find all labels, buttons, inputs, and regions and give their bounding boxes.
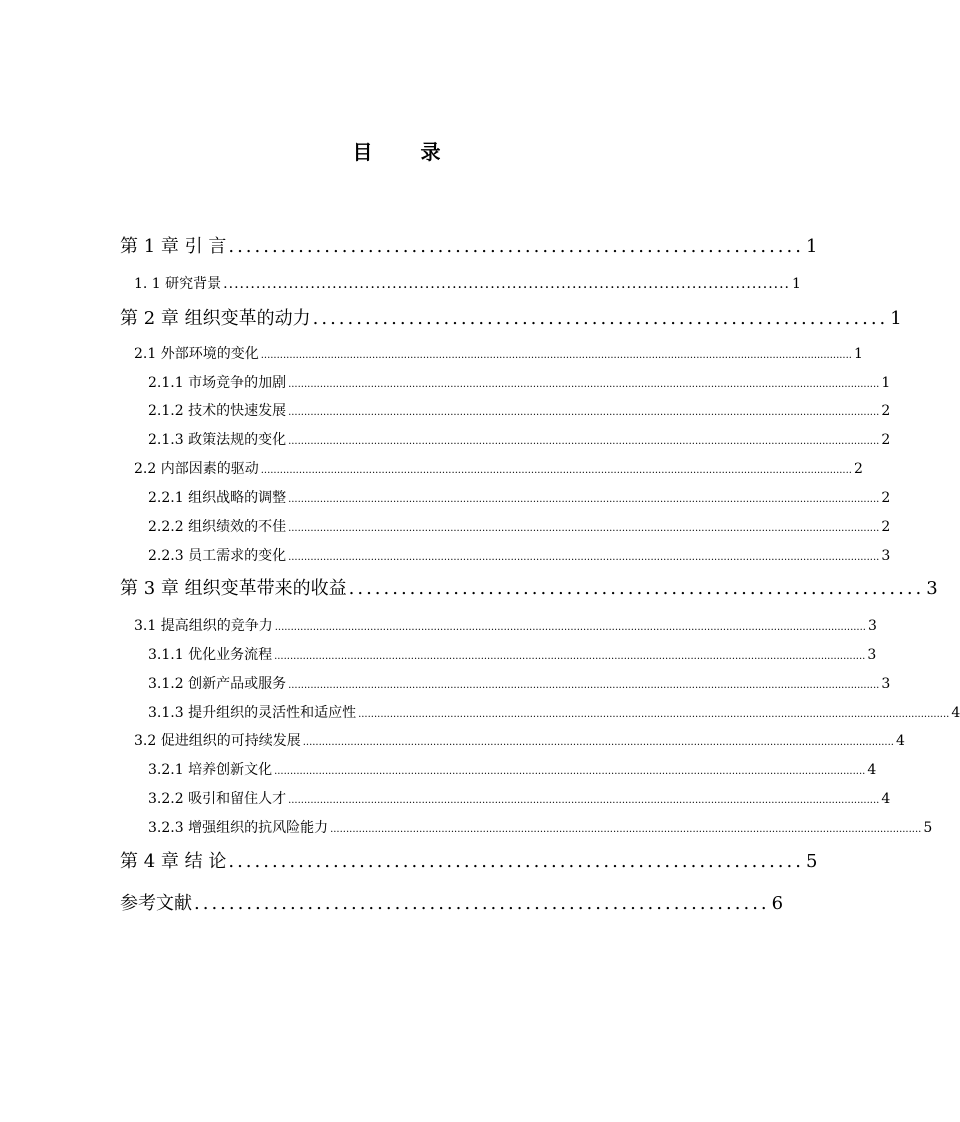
toc-entry-subsection-3-1-2[interactable] [148, 673, 891, 693]
toc-entry-label: 3.2.1 培养创新文化 [148, 762, 273, 778]
toc-page-number: 1 [792, 276, 801, 292]
toc-entry-label: 2.1.1 市场竞争的加剧 [148, 375, 287, 391]
toc-dot-leader: .................................................................. [228, 236, 804, 257]
toc-entry-section-2-2[interactable] [134, 458, 863, 478]
toc-entry-label: 第 1 章 引 言 [120, 236, 227, 257]
toc-page-number: 2 [881, 432, 891, 448]
toc-dot-leader: .......................................................................................................................................................................................... [274, 651, 866, 662]
toc-page-number: 3 [881, 676, 891, 692]
toc-page-number: 2 [881, 403, 891, 419]
toc-dot-leader: .................................................................. [194, 893, 770, 914]
toc-page-number: 4 [867, 762, 877, 778]
toc-dot-leader: .......................................................................................................................................................................................... [288, 436, 880, 447]
toc-entry-label: 2.2.2 组织绩效的不佳 [148, 519, 287, 535]
toc-entry-label: 3.1.2 创新产品或服务 [148, 676, 287, 692]
toc-dot-leader: .......................................................................................................................................................................................... [288, 680, 880, 691]
toc-dot-leader: .......................................................................................................................................................................................... [302, 737, 894, 748]
toc-dot-leader: .................................................................. [312, 308, 889, 329]
toc-entry-label: 2.2 内部因素的驱动 [134, 461, 259, 477]
toc-page-number: 4 [951, 705, 960, 721]
toc-entry-chapter-1[interactable] [120, 232, 818, 258]
toc-page-number: 1 [890, 308, 902, 329]
toc-page-number: 3 [926, 578, 938, 599]
toc-entry-label: 第 2 章 组织变革的动力 [120, 308, 311, 329]
toc-entry-label: 2.2.1 组织战略的调整 [148, 490, 287, 506]
toc-entry-label: 3.1.3 提升组织的灵活性和适应性 [148, 705, 357, 721]
toc-entry-section-2-1[interactable] [134, 343, 863, 363]
toc-page-number: 6 [771, 893, 784, 914]
toc-page-number: 2 [881, 490, 891, 506]
toc-entry-label: 第 3 章 组织变革带来的收益 [120, 578, 347, 599]
toc-page-number: 1 [805, 236, 818, 257]
toc-page-number: 2 [881, 519, 891, 535]
toc-entry-subsection-2-2-2[interactable] [148, 516, 891, 536]
toc-dot-leader: .......................................................................................................................................................................................... [274, 622, 866, 633]
toc-entry-label: 2.1.2 技术的快速发展 [148, 403, 287, 419]
toc-entry-label: 1. 1 研究背景 [134, 276, 222, 292]
toc-page-number: 5 [923, 820, 933, 836]
toc-entry-references[interactable] [120, 889, 784, 915]
toc-entry-section-3-1[interactable] [134, 615, 877, 635]
toc-entry-label: 3.2.2 吸引和留住人才 [148, 791, 287, 807]
toc-entry-subsection-3-2-1[interactable] [148, 759, 877, 779]
toc-dot-leader: .......................................................................................................................................................................................... [288, 523, 880, 534]
toc-entry-label: 3.2 促进组织的可持续发展 [134, 733, 301, 749]
toc-entry-label: 参考文献 [120, 893, 192, 914]
toc-entry-subsection-3-2-3[interactable] [148, 817, 933, 837]
toc-page-number: 4 [881, 791, 891, 807]
toc-dot-leader: .......................................................................................................................................................................................... [260, 350, 852, 361]
toc-entry-subsection-2-1-1[interactable] [148, 372, 891, 392]
toc-entry-section-3-2[interactable] [134, 730, 905, 750]
toc-dot-leader: .......................................................................................................................................................................................... [288, 795, 880, 806]
toc-entry-label: 2.1.3 政策法规的变化 [148, 432, 287, 448]
toc-entry-subsection-3-2-2[interactable] [148, 788, 891, 808]
toc-entry-label: 3.1.1 优化业务流程 [148, 647, 273, 663]
toc-dot-leader: ........................................................................................................ [223, 276, 790, 292]
page-title: 目 录 [352, 140, 455, 164]
toc-dot-leader: .......................................................................................................................................................................................... [288, 407, 880, 418]
toc-page-number: 3 [881, 548, 891, 564]
toc-entry-label: 2.1 外部环境的变化 [134, 346, 259, 362]
toc-page-number: 3 [867, 618, 877, 634]
toc-entry-label: 第 4 章 结 论 [120, 851, 227, 872]
toc-page-number: 5 [805, 851, 818, 872]
toc-entry-chapter-3[interactable] [120, 574, 938, 600]
toc-dot-leader: .......................................................................................................................................................................................... [288, 494, 880, 505]
toc-entry-subsection-2-1-3[interactable] [148, 429, 891, 449]
toc-dot-leader: .......................................................................................................................................................................................... [288, 552, 880, 563]
toc-entry-label: 3.1 提高组织的竞争力 [134, 618, 273, 634]
toc-dot-leader: .................................................................. [228, 851, 804, 872]
toc-dot-leader: .......................................................................................................................................................................................... [330, 824, 922, 835]
toc-dot-leader: .......................................................................................................................................................................................... [274, 766, 866, 777]
toc-dot-leader: .......................................................................................................................................................................................... [288, 379, 880, 390]
toc-entry-subsection-2-1-2[interactable] [148, 400, 891, 420]
toc-entry-label: 2.2.3 员工需求的变化 [148, 548, 287, 564]
toc-entry-label: 3.2.3 增强组织的抗风险能力 [148, 820, 329, 836]
toc-entry-chapter-2[interactable] [120, 304, 902, 330]
toc-page-number: 2 [853, 461, 863, 477]
toc-page-number: 1 [853, 346, 863, 362]
toc-dot-leader: .................................................................. [348, 578, 925, 599]
toc-entry-subsection-3-1-3[interactable] [148, 702, 960, 722]
toc-entry-subsection-2-2-3[interactable] [148, 545, 891, 565]
toc-page-number: 3 [867, 647, 877, 663]
toc-entry-section-1-1[interactable] [134, 273, 801, 293]
toc-dot-leader: .......................................................................................................................................................................................... [260, 465, 852, 476]
toc-entry-subsection-2-2-1[interactable] [148, 487, 891, 507]
toc-page-number: 1 [881, 375, 891, 391]
toc-entry-chapter-4[interactable] [120, 847, 818, 873]
toc-page-number: 4 [895, 733, 905, 749]
toc-entry-subsection-3-1-1[interactable] [148, 644, 877, 664]
toc-dot-leader: .......................................................................................................................................................................................... [358, 709, 950, 720]
